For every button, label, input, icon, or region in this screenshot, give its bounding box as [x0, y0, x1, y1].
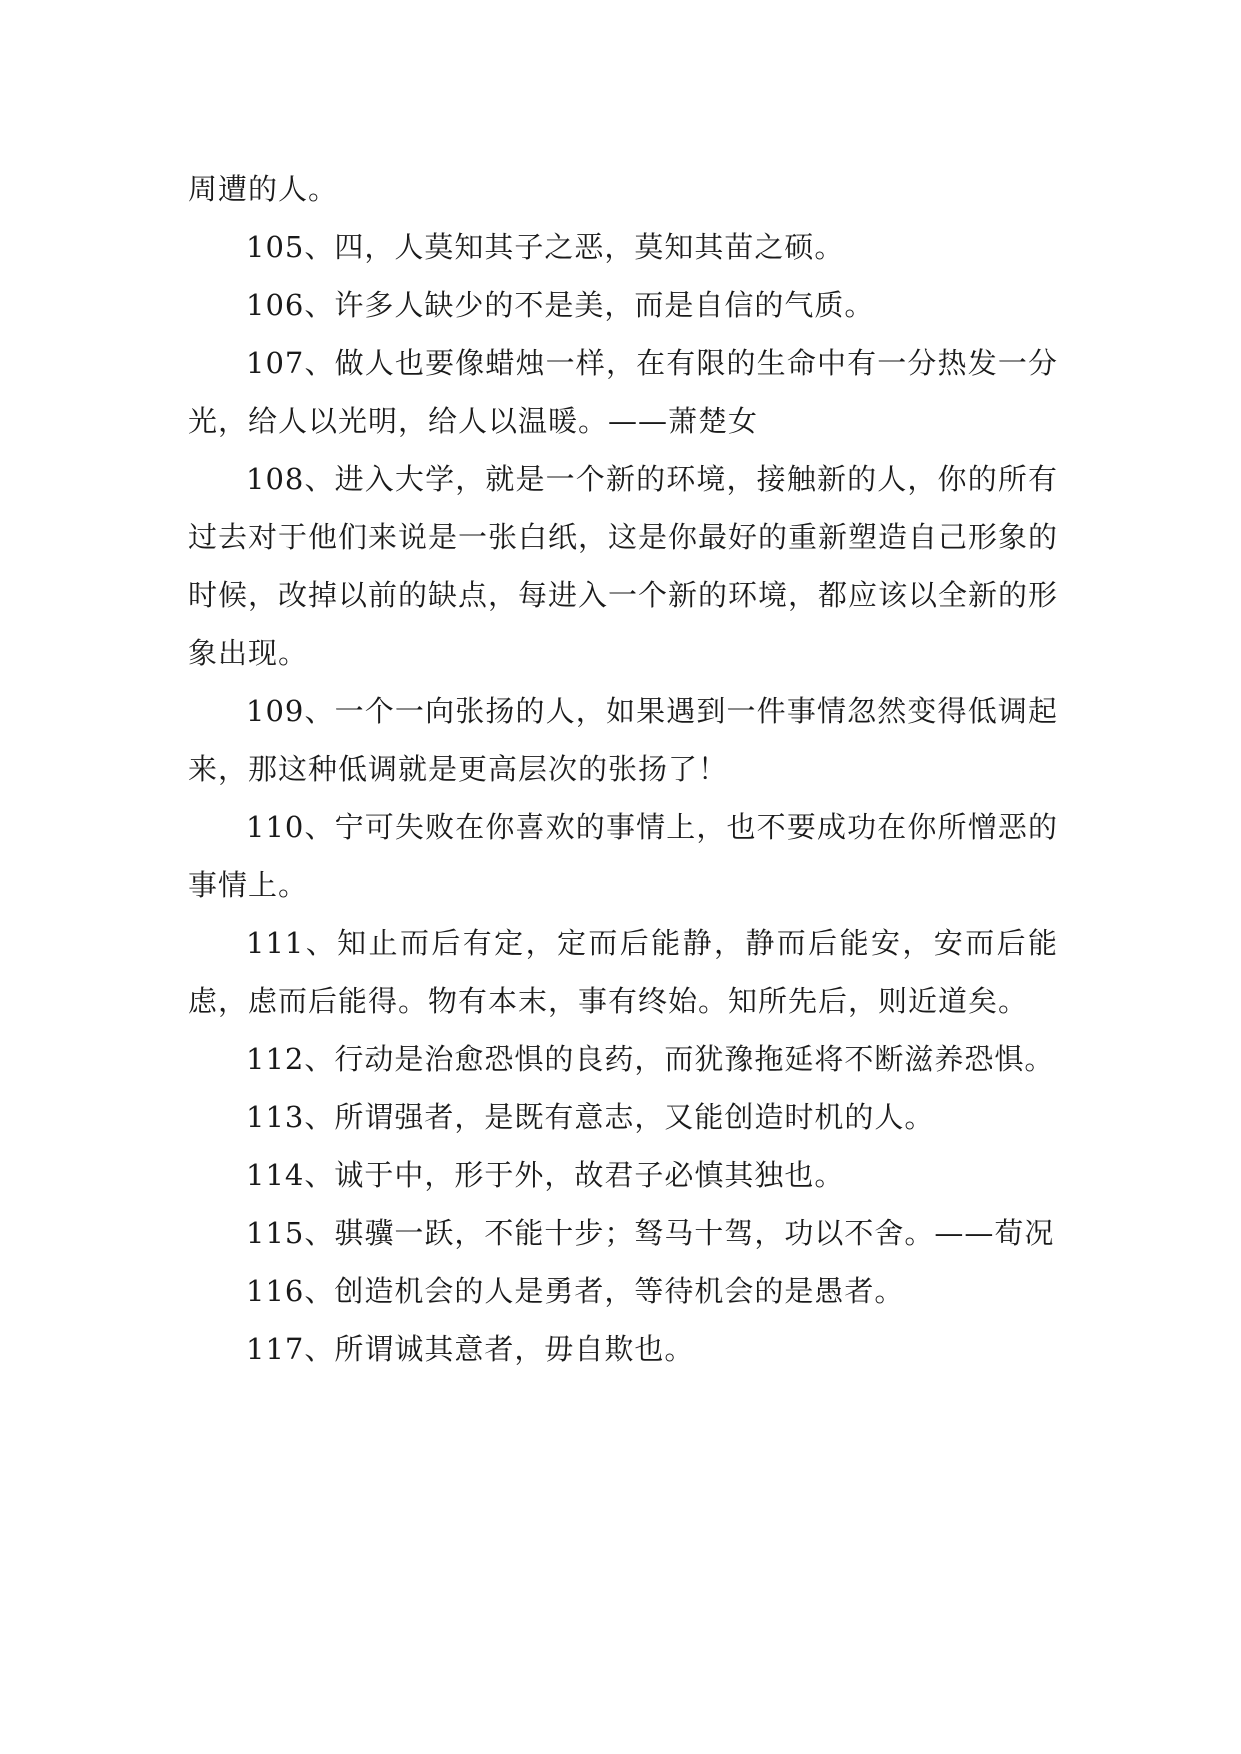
quote-111: 111、知止而后有定，定而后能静，静而后能安，安而后能虑，虑而后能得。物有本末，事有终始。知所先后，则近道矣。: [188, 926, 1058, 1018]
quote-112: 112、行动是治愈恐惧的良药，而犹豫拖延将不断滋养恐惧。: [246, 1042, 1055, 1076]
quote-115: 115、骐骥一跃，不能十步；驽马十驾，功以不舍。——荀况: [246, 1216, 1055, 1250]
quote-113: 113、所谓强者，是既有意志，又能创造时机的人。: [246, 1100, 935, 1134]
quote-109: 109、一个一向张扬的人，如果遇到一件事情忽然变得低调起来，那这种低调就是更高层次的张扬了！: [188, 694, 1058, 786]
quote-108: 108、进入大学，就是一个新的环境，接触新的人，你的所有过去对于他们来说是一张白纸，这是你最好的重新塑造自己形象的时候，改掉以前的缺点，每进入一个新的环境，都应该以全新的形象出现。: [188, 462, 1059, 670]
paragraph-continuation: 周遭的人。: [188, 172, 339, 206]
quote-114: 114、诚于中，形于外，故君子必慎其独也。: [246, 1158, 845, 1192]
quote-110: 110、宁可失败在你喜欢的事情上，也不要成功在你所憎恶的事情上。: [188, 810, 1058, 902]
quote-105: 105、四，人莫知其子之恶，莫知其苗之硕。: [246, 230, 845, 264]
quote-116: 116、创造机会的人是勇者，等待机会的是愚者。: [246, 1274, 905, 1308]
quote-106: 106、许多人缺少的不是美，而是自信的气质。: [246, 288, 875, 322]
quote-117: 117、所谓诚其意者，毋自欺也。: [246, 1332, 695, 1366]
document-body: [188, 160, 1058, 1378]
quote-107: 107、做人也要像蜡烛一样，在有限的生命中有一分热发一分光，给人以光明，给人以温暖。——萧楚女: [188, 346, 1058, 438]
